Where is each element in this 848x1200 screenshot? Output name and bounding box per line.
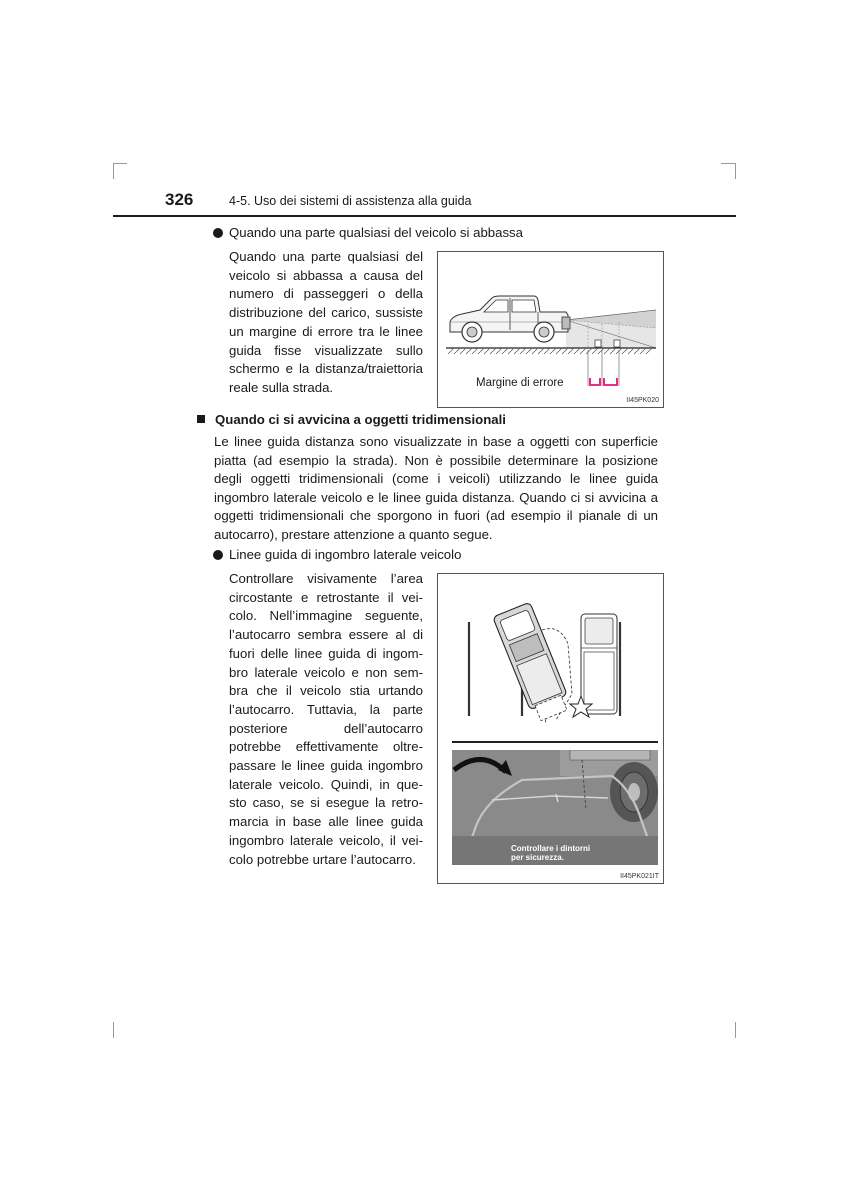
item1-line: un margine di errore tra le linee [229,323,423,339]
item1-line: schermo e la distanza/traiettoria [229,361,423,377]
section2-line: piatta (ad esempio la strada). Non è possibile determinare la posizione [214,452,658,468]
section2-heading-row [197,412,506,427]
section2-heading: Quando ci si avvicina a oggetti tridimensionali [215,412,506,427]
parking-top-view-illustration [438,574,663,739]
item1-line: Quando una parte qualsiasi del [229,249,423,264]
bullet-dot-icon [213,550,223,560]
item1-body [229,248,423,398]
item2-line: sto caso, se si esegue la retro- [229,795,423,811]
item2-line: colo potrebbe urtare l’autocarro. [229,851,416,867]
page-number: 326 [165,190,194,209]
item2-line: ingombro laterale veicolo, il vei- [229,832,423,848]
crop-mark-tl-v [113,163,114,179]
section2-line: ingombro laterale veicolo e le linee guida distanza. Quando ci si avvicina a [214,489,658,505]
item1-line: distribuzione del carico, sussiste [229,305,423,321]
section2-line: Le linee guida distanza sono visualizzate in base a oggetti con superficie [214,434,658,449]
section-square-icon [197,415,205,423]
item2-line: Controllare visivamente l’area [229,571,423,586]
error-margin-label: Margine di errore [476,377,564,389]
item2-line: passare le linee guida ingombro [229,758,423,774]
item1-heading-row [213,225,523,240]
item2-line: l’autocarro. Tuttavia, la parte [229,701,423,717]
figure-error-margin [437,251,664,408]
item2-line: bra che il veicolo stia urtando [229,683,423,699]
crop-mark-tr-v [735,163,736,179]
item2-line: fuori delle linee guida di ingom- [229,645,423,661]
item1-line: numero di passeggeri o della [229,286,423,302]
section2-body [214,433,658,545]
section2-line: oggetti tridimensionali che sporgono in fuori (ad esempio il pianale di un [214,508,658,524]
item2-line: circostante e retrostante il vei- [229,589,423,605]
item2-line: potrebbe effettivamente oltre- [229,739,423,755]
item1-heading: Quando una parte qualsiasi del veicolo si abbassa [229,225,523,240]
item1-line: guida fisse visualizzate sullo [229,342,423,358]
item2-line: posteriore dell’autocarro [229,720,423,736]
screen-message-1: Controllare i dintorni [511,844,591,853]
item1-line: reale sulla strada. [229,379,334,395]
header-rule [113,215,736,217]
bullet-dot-icon [213,228,223,238]
item2-line: bro laterale veicolo e non sem- [229,664,423,680]
crop-mark-tl-h [113,163,127,164]
item2-heading-row [213,547,461,562]
item2-body [229,570,423,869]
item2-line: laterale veicolo. Quindi, in que- [229,776,423,792]
crop-mark-bl [113,1022,114,1038]
item2-line: colo. Nell’immagine seguente, [229,608,423,624]
crop-mark-br [735,1022,736,1038]
section-title: 4-5. Uso dei sistemi di assistenza alla guida [229,194,472,208]
section2-line: degli oggetti tridimensionali (come i veicoli) utilizzando le linee guida [214,471,658,487]
figure-divider [452,741,658,743]
section2-line: autocarro), prestare attenzione a quanto segue. [214,526,493,542]
crop-mark-tr-h [721,163,735,164]
screen-message-2: per sicurezza. [511,853,564,862]
figure-code: II45PK021IT [620,873,659,880]
figure-code: II45PK020 [626,397,659,404]
item1-line: veicolo si abbassa a causa del [229,267,423,283]
item2-heading: Linee guida di ingombro laterale veicolo [229,547,462,562]
item2-line: marcia in base alle linee guida [229,814,423,830]
figure-truck-side-guides [437,573,664,884]
item2-line: l’autocarro sembra essere al di [229,627,423,643]
